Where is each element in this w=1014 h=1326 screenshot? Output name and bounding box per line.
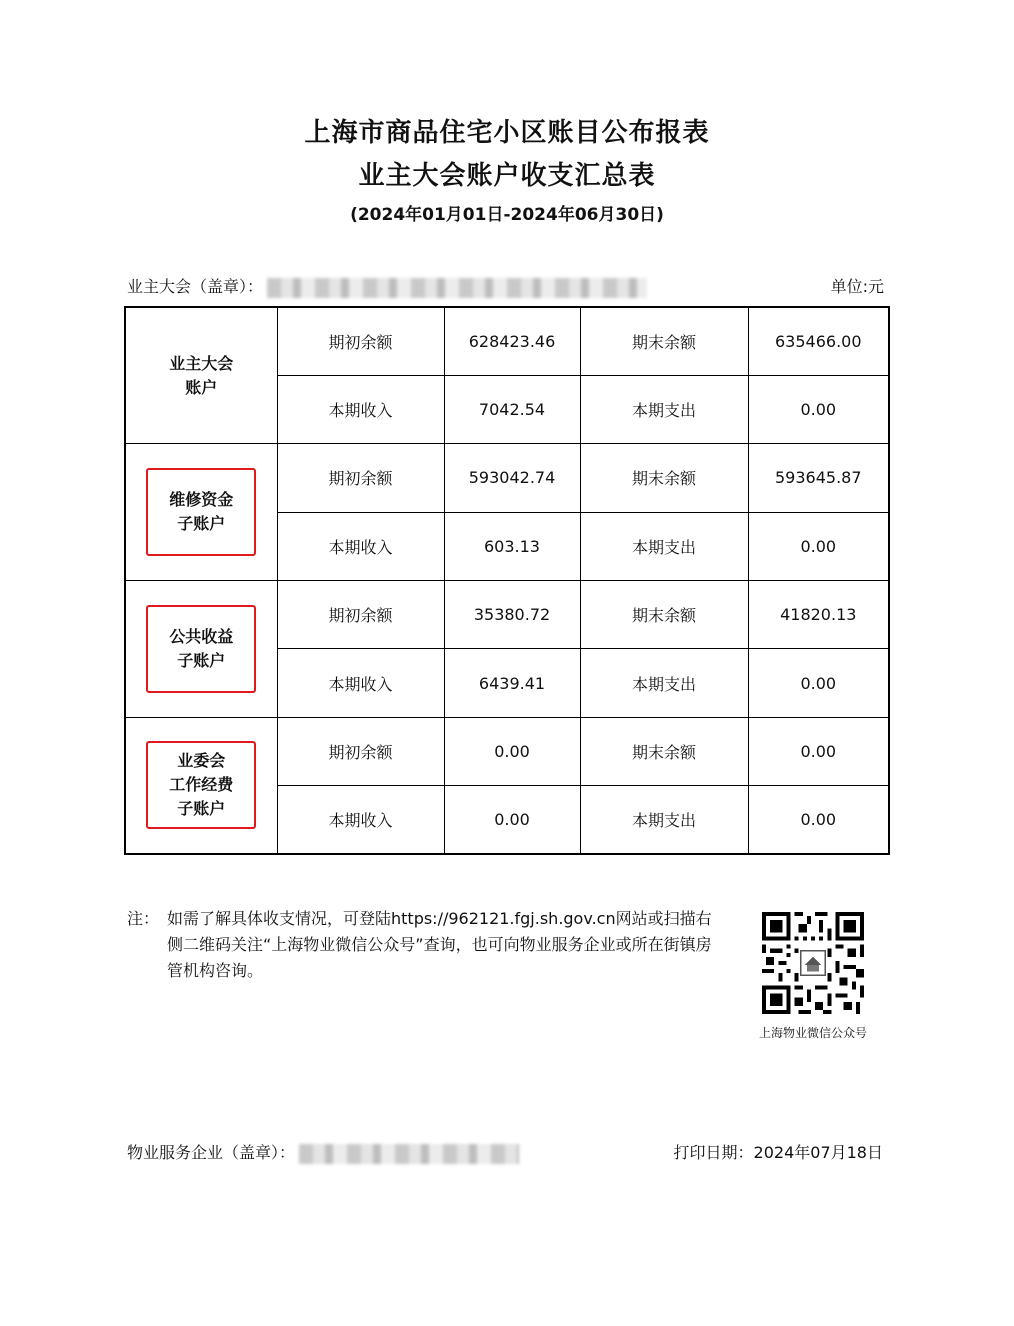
field-value: 0.00	[444, 717, 580, 785]
account-summary-table	[124, 306, 890, 855]
field-label: 期末余额	[580, 444, 748, 512]
account-name-cell	[125, 717, 277, 854]
field-label: 本期收入	[277, 512, 444, 580]
note-text: 如需了解具体收支情况，可登陆https://962121.fgj.sh.gov.cn网站或扫描右侧二维码关注“上海物业微信公众号”查询，也可向物业服务企业或所在街镇房管机构咨询。	[167, 909, 712, 980]
account-name-cell	[125, 307, 277, 444]
account-name-cell	[125, 444, 277, 581]
field-value: 635466.00	[748, 307, 889, 375]
highlighted-account-name	[146, 605, 256, 693]
field-label: 本期支出	[580, 375, 748, 443]
account-name-line: 业主大会	[169, 353, 234, 373]
field-value: 628423.46	[444, 307, 580, 375]
field-label: 本期支出	[580, 786, 748, 854]
field-label: 期初余额	[277, 581, 444, 649]
property-company-line	[127, 1140, 519, 1164]
highlighted-account-name	[146, 468, 256, 556]
unit-label: 单位:元	[830, 277, 884, 296]
account-name-line: 账户	[185, 377, 218, 397]
redacted-name	[267, 278, 647, 298]
field-value: 593645.87	[748, 444, 889, 512]
field-label: 期初余额	[277, 444, 444, 512]
report-subtitle: 业主大会账户收支汇总表	[358, 161, 656, 191]
account-name-line: 子账户	[177, 514, 226, 534]
redacted-company	[299, 1144, 519, 1164]
owners-assembly-label: 业主大会（盖章）：	[127, 277, 264, 296]
qr-code-icon[interactable]	[762, 912, 864, 1014]
field-label: 本期收入	[277, 649, 444, 717]
qr-caption: 上海物业微信公众号	[758, 1026, 867, 1040]
field-value: 0.00	[748, 786, 889, 854]
field-value: 0.00	[748, 375, 889, 443]
property-company-label: 物业服务企业（盖章）：	[127, 1143, 296, 1162]
field-value: 593042.74	[444, 444, 580, 512]
field-value: 0.00	[748, 649, 889, 717]
field-value: 35380.72	[444, 581, 580, 649]
field-label: 期末余额	[580, 717, 748, 785]
account-name-line: 业委会	[177, 751, 226, 771]
field-label: 本期支出	[580, 649, 748, 717]
field-label: 期初余额	[277, 307, 444, 375]
field-value: 41820.13	[748, 581, 889, 649]
account-row-top	[125, 581, 889, 649]
field-value: 0.00	[748, 717, 889, 785]
account-name-line: 维修资金	[169, 490, 234, 510]
note-label: 注：	[127, 909, 160, 928]
report-title: 上海市商品住宅小区账目公布报表	[304, 118, 710, 148]
account-name-line: 公共收益	[169, 626, 234, 646]
field-label: 期初余额	[277, 717, 444, 785]
account-row-top	[125, 307, 889, 375]
field-label: 本期收入	[277, 786, 444, 854]
field-label: 期末余额	[580, 581, 748, 649]
highlighted-account-name	[146, 741, 256, 829]
account-name	[126, 352, 277, 400]
account-name-line: 子账户	[177, 650, 226, 670]
account-name-line: 工作经费	[169, 775, 234, 795]
print-date: 打印日期：2024年07月18日	[673, 1143, 883, 1162]
field-label: 本期支出	[580, 512, 748, 580]
field-value: 0.00	[444, 786, 580, 854]
field-label: 本期收入	[277, 375, 444, 443]
account-row-top	[125, 444, 889, 512]
account-name-cell	[125, 581, 277, 718]
field-label: 期末余额	[580, 307, 748, 375]
field-value: 603.13	[444, 512, 580, 580]
account-row-top	[125, 717, 889, 785]
report-period: (2024年01月01日-2024年06月30日)	[350, 205, 664, 225]
field-value: 6439.41	[444, 649, 580, 717]
field-value: 7042.54	[444, 375, 580, 443]
field-value: 0.00	[748, 512, 889, 580]
account-name-line: 子账户	[177, 799, 226, 819]
owners-assembly-line	[127, 274, 647, 298]
